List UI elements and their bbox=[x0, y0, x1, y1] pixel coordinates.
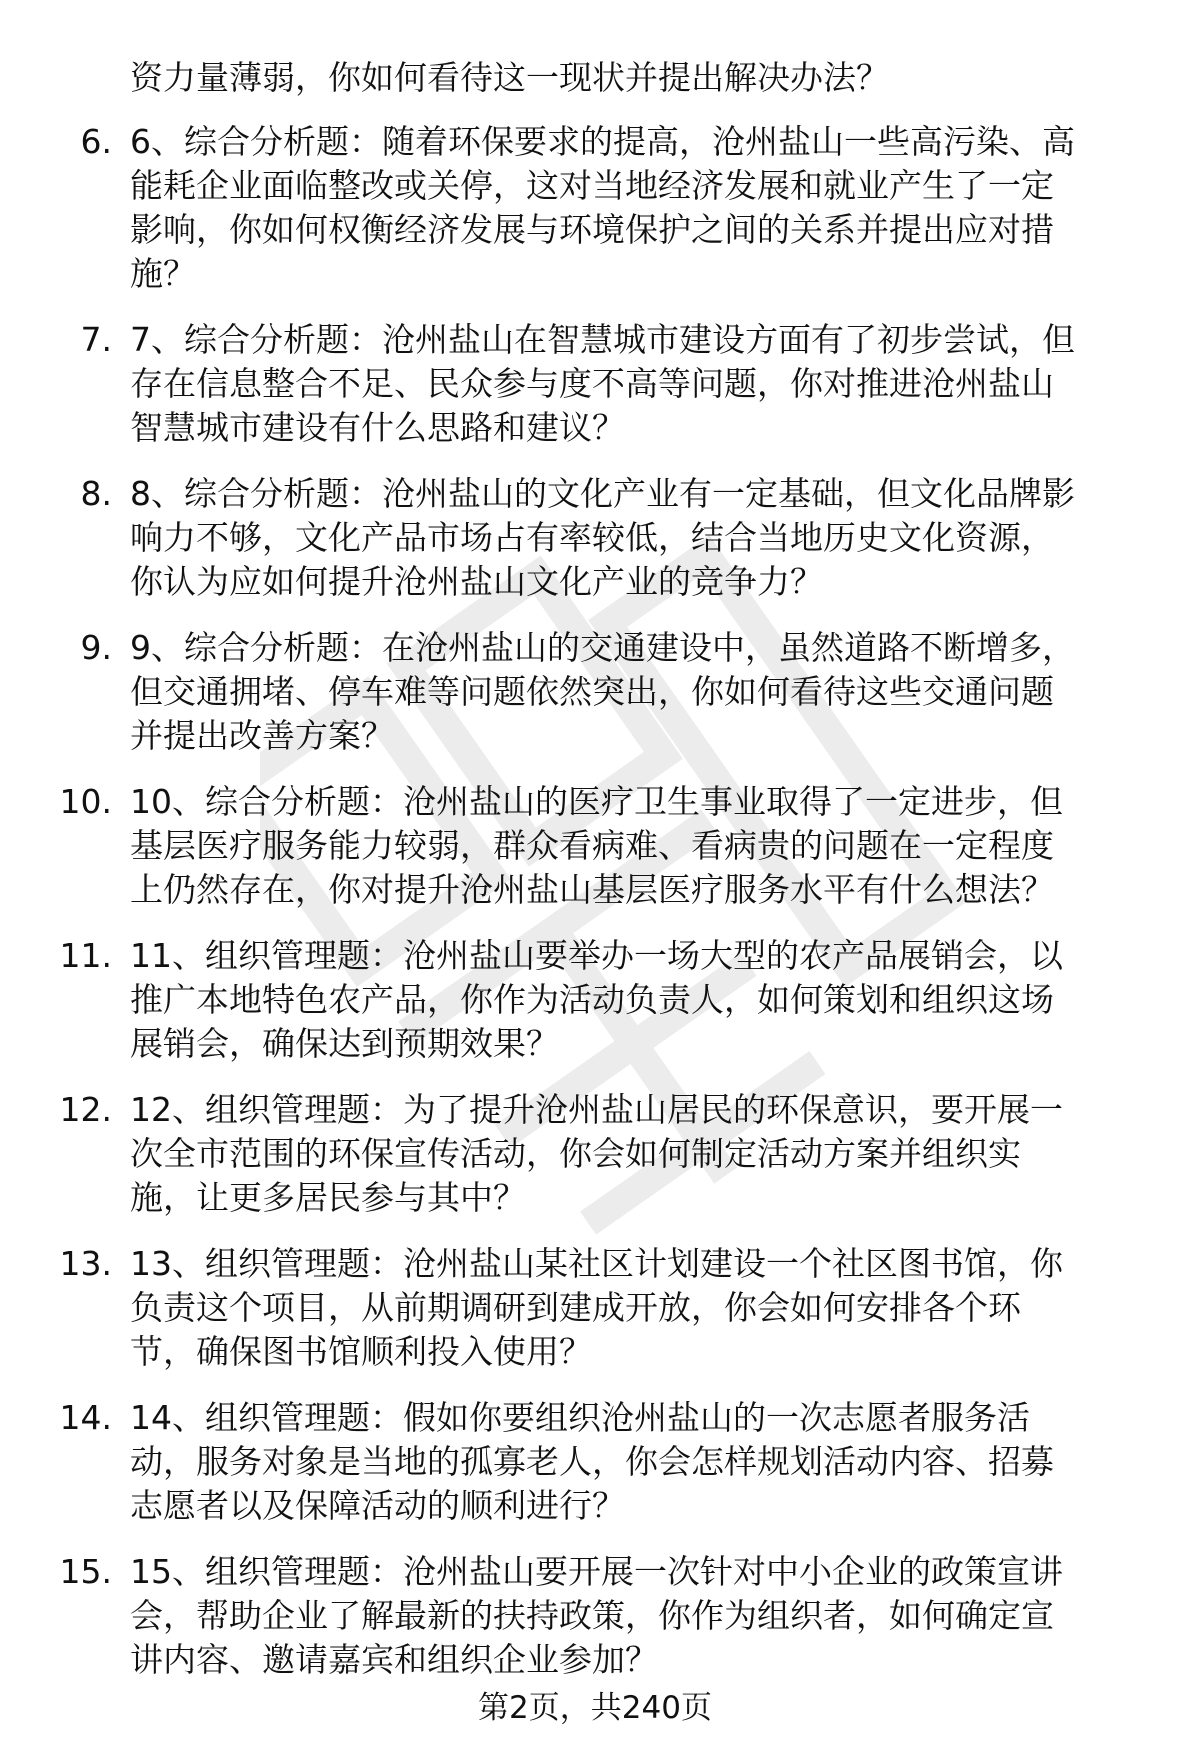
question-item bbox=[0, 780, 1190, 912]
question-text-line: 13、组织管理题：沧州盐山某社区计划建设一个社区图书馆，你 bbox=[130, 1244, 1063, 1283]
question-item bbox=[0, 934, 1190, 1066]
question-text-line: 动，服务对象是当地的孤寡老人，你会怎样规划活动内容、招募 bbox=[130, 1442, 1054, 1481]
question-text-line: 7、综合分析题：沧州盐山在智慧城市建设方面有了初步尝试，但 bbox=[130, 320, 1075, 359]
question-text bbox=[130, 120, 1170, 296]
question-number: 6. bbox=[80, 122, 112, 161]
question-text-line: 次全市范围的环保宣传活动，你会如何制定活动方案并组织实 bbox=[130, 1134, 1021, 1173]
question-text bbox=[130, 1088, 1170, 1220]
question-text-line: 影响，你如何权衡经济发展与环境保护之间的关系并提出应对措 bbox=[130, 210, 1054, 249]
question-text-line: 节，确保图书馆顺利投入使用？ bbox=[130, 1332, 592, 1371]
question-item bbox=[0, 120, 1190, 296]
question-text-line: 15、组织管理题：沧州盐山要开展一次针对中小企业的政策宣讲 bbox=[130, 1552, 1063, 1591]
question-number: 12. bbox=[59, 1090, 112, 1129]
question-item bbox=[0, 1088, 1190, 1220]
question-item bbox=[0, 1396, 1190, 1528]
question-text-line: 基层医疗服务能力较弱，群众看病难、看病贵的问题在一定程度 bbox=[130, 826, 1054, 865]
page-footer: 第2页，共240页 bbox=[478, 1690, 712, 1726]
question-number: 8. bbox=[80, 474, 112, 513]
question-item bbox=[0, 1550, 1190, 1682]
question-text-line: 8、综合分析题：沧州盐山的文化产业有一定基础，但文化品牌影 bbox=[130, 474, 1075, 513]
question-item bbox=[0, 626, 1190, 758]
question-text-line: 施，让更多居民参与其中？ bbox=[130, 1178, 526, 1217]
question-number: 9. bbox=[80, 628, 112, 667]
question-text-line: 12、组织管理题：为了提升沧州盐山居民的环保意识，要开展一 bbox=[130, 1090, 1063, 1129]
continuation-line: 资力量薄弱，你如何看待这一现状并提出解决办法？ bbox=[130, 58, 889, 97]
question-list bbox=[0, 120, 1190, 1704]
question-text bbox=[130, 318, 1170, 450]
question-number: 14. bbox=[59, 1398, 112, 1437]
question-text-line: 能耗企业面临整改或关停，这对当地经济发展和就业产生了一定 bbox=[130, 166, 1054, 205]
question-text-line: 6、综合分析题：随着环保要求的提高，沧州盐山一些高污染、高 bbox=[130, 122, 1075, 161]
question-text-line: 展销会，确保达到预期效果？ bbox=[130, 1024, 559, 1063]
question-text bbox=[130, 1550, 1170, 1682]
question-text-line: 并提出改善方案？ bbox=[130, 716, 394, 755]
question-item bbox=[0, 1242, 1190, 1374]
question-text-line: 存在信息整合不足、民众参与度不高等问题，你对推进沧州盐山 bbox=[130, 364, 1054, 403]
question-text bbox=[130, 626, 1170, 758]
question-text bbox=[130, 1396, 1170, 1528]
question-text bbox=[130, 780, 1170, 912]
question-number: 15. bbox=[59, 1552, 112, 1591]
question-text-line: 施？ bbox=[130, 254, 196, 293]
question-text-line: 志愿者以及保障活动的顺利进行？ bbox=[130, 1486, 625, 1525]
question-item bbox=[0, 472, 1190, 604]
question-text-line: 推广本地特色农产品，你作为活动负责人，如何策划和组织这场 bbox=[130, 980, 1054, 1019]
question-text-line: 14、组织管理题：假如你要组织沧州盐山的一次志愿者服务活 bbox=[130, 1398, 1030, 1437]
question-text-line: 智慧城市建设有什么思路和建议？ bbox=[130, 408, 625, 447]
question-number: 7. bbox=[80, 320, 112, 359]
question-text-line: 讲内容、邀请嘉宾和组织企业参加？ bbox=[130, 1640, 658, 1679]
question-text-line: 但交通拥堵、停车难等问题依然突出，你如何看待这些交通问题 bbox=[130, 672, 1054, 711]
question-number: 13. bbox=[59, 1244, 112, 1283]
question-text-line: 9、综合分析题：在沧州盐山的交通建设中，虽然道路不断增多， bbox=[130, 628, 1075, 667]
question-item bbox=[0, 318, 1190, 450]
question-text bbox=[130, 1242, 1170, 1374]
question-text bbox=[130, 934, 1170, 1066]
question-number: 10. bbox=[59, 782, 112, 821]
question-text-line: 你认为应如何提升沧州盐山文化产业的竞争力？ bbox=[130, 562, 823, 601]
question-text-line: 上仍然存在，你对提升沧州盐山基层医疗服务水平有什么想法？ bbox=[130, 870, 1054, 909]
question-text-line: 会，帮助企业了解最新的扶持政策，你作为组织者，如何确定宣 bbox=[130, 1596, 1054, 1635]
question-text-line: 负责这个项目，从前期调研到建成开放，你会如何安排各个环 bbox=[130, 1288, 1021, 1327]
question-number: 11. bbox=[59, 936, 112, 975]
question-text-line: 响力不够，文化产品市场占有率较低，结合当地历史文化资源， bbox=[130, 518, 1054, 557]
question-text bbox=[130, 472, 1170, 604]
question-text-line: 10、综合分析题：沧州盐山的医疗卫生事业取得了一定进步，但 bbox=[130, 782, 1063, 821]
question-text-line: 11、组织管理题：沧州盐山要举办一场大型的农产品展销会，以 bbox=[130, 936, 1063, 975]
